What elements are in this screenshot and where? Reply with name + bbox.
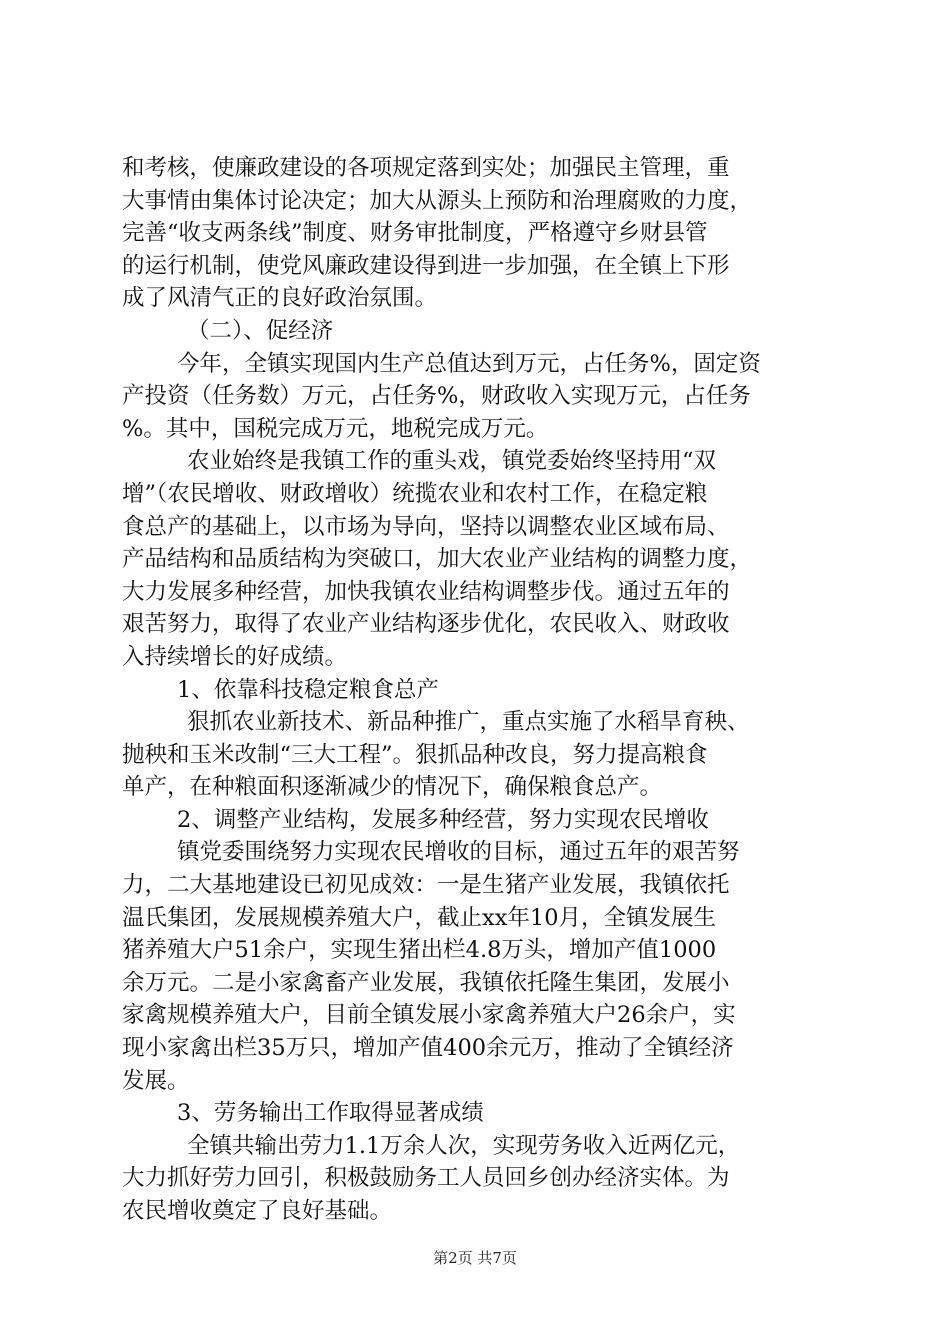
text-line: 温氏集团，发展规模养殖大户，截止xx年10月，全镇发展生 [122,904,717,931]
text-line: 大力发展多种经营，加快我镇农业结构调整步伐。通过五年的 [122,578,730,605]
text-line: 产投资（任务数）万元，占任务%，财政收入实现万元，占任务 [122,383,751,410]
text-line: 现小家禽出栏35万只，增加产值400余元万，推动了全镇经济 [122,1035,734,1062]
text-line: 大事情由集体讨论决定；加大从源头上预防和治理腐败的力度， [122,187,753,214]
text-line: 抛秧和玉米改制“三大工程”。狠抓品种改良，努力提高粮食 [122,741,708,768]
text-line: 农民增收奠定了良好基础。 [122,1198,393,1224]
text-line: 完善“收支两条线”制度、财务审批制度，严格遵守乡财县管 [122,220,708,247]
paragraph-first-line: 今年，全镇实现国内生产总值达到万元，占任务%，固定资 [177,350,761,377]
text-line: 食总产的基础上，以市场为导向，坚持以调整农业区域布局、 [122,513,730,540]
text-line: 的运行机制，使党风廉政建设得到进一步加强，在全镇上下形 [122,252,730,279]
text-line: 艰苦努力，取得了农业产业结构逐步优化，农民收入、财政收 [122,611,730,638]
page-number-footer: 第2页 共7页 [433,1249,517,1267]
subsection-heading: 1、依靠科技稳定粮食总产 [177,676,439,703]
text-line: 大力抓好劳力回引，积极鼓励务工人员回乡创办经济实体。为 [122,1165,730,1192]
text-line: 和考核，使廉政建设的各项规定落到实处；加强民主管理，重 [122,155,730,181]
text-line: %。其中，国税完成万元，地税完成万元。 [122,415,549,442]
paragraph-first-line: 镇党委围绕努力实现农民增收的目标，通过五年的艰苦努 [177,839,740,866]
text-line: 力，二大基地建设已初见成效：一是生猪产业发展，我镇依托 [122,872,730,899]
paragraph-first-line: 农业始终是我镇工作的重头戏，镇党委始终坚持用“双 [187,448,717,475]
subsection-heading: 2、调整产业结构，发展多种经营，努力实现农民增收 [177,806,709,833]
text-line: 发展。 [122,1067,190,1094]
text-line: 单产，在种粮面积逐渐减少的情况下，确保粮食总产。 [122,774,663,801]
subsection-heading: 3、劳务输出工作取得显著成绩 [177,1100,484,1127]
text-line: 余万元。二是小家禽畜产业发展，我镇依托隆生集团，发展小 [122,969,730,996]
text-line: 增”（农民增收、财政增收）统揽农业和农村工作，在稳定粮 [122,480,708,507]
text-line: 产品结构和品质结构为突破口，加大农业产业结构的调整力度， [122,546,753,573]
document-body [122,152,834,1228]
section-heading: （二）、促经济 [187,317,334,344]
text-line: 成了风清气正的良好政治氛围。 [122,285,438,312]
text-line: 家禽规模养殖大户，目前全镇发展小家禽养殖大户26余户，实 [122,1002,736,1029]
text-line: 入持续增长的好成绩。 [122,643,348,670]
paragraph-first-line: 狠抓农业新技术、新品种推广，重点实施了水稻旱育秧、 [187,709,750,736]
paragraph-first-line: 全镇共输出劳力1.1万余人次，实现劳务收入近两亿元， [187,1132,741,1159]
text-line: 猪养殖大户51余户，实现生猪出栏4.8万头，增加产值1000 [122,937,717,964]
